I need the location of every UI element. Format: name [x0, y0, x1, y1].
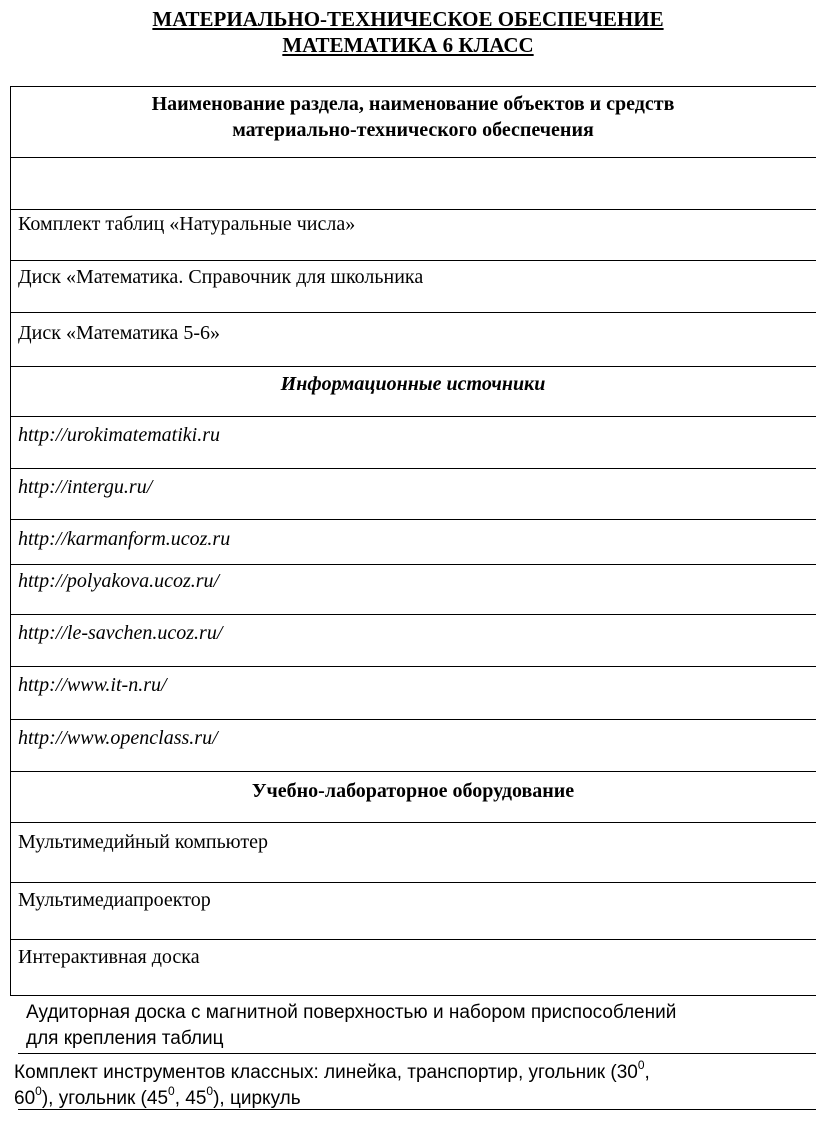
title-line-1: МАТЕРИАЛЬНО-ТЕХНИЧЕСКОЕ ОБЕСПЕЧЕНИЕ: [152, 7, 664, 31]
link-item[interactable]: http://www.openclass.ru/: [18, 727, 218, 749]
row-divider: [10, 86, 816, 87]
row-divider: [10, 209, 816, 210]
board-line-1: Аудиторная доска с магнитной поверхностью и набором приспособлений: [26, 1002, 677, 1023]
row-divider: [10, 260, 816, 261]
row-divider: [10, 771, 816, 772]
lab-section-title: Учебно-лабораторное оборудование: [251, 780, 575, 802]
link-item[interactable]: http://intergu.ru/: [18, 476, 153, 498]
list-item: Интерактивная доска: [18, 946, 200, 968]
link-item[interactable]: http://le-savchen.ucoz.ru/: [18, 622, 223, 644]
row-divider: [10, 416, 816, 417]
instruments-line-2: $60^0$), угольник ($45^0$, $45^0$), циркуль: [14, 1083, 301, 1109]
board-line-2: для крепления таблиц: [26, 1028, 224, 1049]
row-divider: [10, 882, 816, 883]
row-divider: [10, 468, 816, 469]
row-divider: [10, 366, 816, 367]
row-divider: [10, 564, 816, 565]
list-item: Диск «Математика 5-6»: [18, 322, 220, 344]
row-divider: [10, 666, 816, 667]
row-divider: [10, 995, 816, 996]
row-divider: [10, 614, 816, 615]
row-divider: [10, 939, 816, 940]
table-header-line-2: материально-технического обеспечения: [232, 119, 594, 141]
row-divider: [18, 1053, 816, 1054]
row-divider: [10, 519, 816, 520]
link-item[interactable]: http://polyakova.ucoz.ru/: [18, 570, 220, 592]
title-line-2: МАТЕМАТИКА 6 КЛАСС: [282, 33, 534, 57]
link-item[interactable]: http://urokimatematiki.ru: [18, 424, 221, 446]
row-divider: [10, 157, 816, 158]
table-header-line-1: Наименование раздела, наименование объектов и средств: [151, 93, 675, 115]
row-divider: [10, 822, 816, 823]
list-item: Мультимедийный компьютер: [18, 831, 268, 853]
row-divider: [10, 719, 816, 720]
list-item: Мультимедиапроектор: [18, 889, 211, 911]
info-section-title: Информационные источники: [280, 373, 546, 395]
table-left-border: [10, 86, 11, 995]
list-item: Комплект таблиц «Натуральные числа»: [18, 213, 356, 235]
list-item: Диск «Математика. Справочник для школьника: [18, 266, 424, 288]
link-item[interactable]: http://karmanform.ucoz.ru: [18, 528, 231, 550]
link-item[interactable]: http://www.it-n.ru/: [18, 674, 167, 696]
instruments-line-1: Комплект инструментов классных: линейка, транспортир, угольник ($30^0$,: [14, 1057, 650, 1083]
row-divider: [10, 312, 816, 313]
